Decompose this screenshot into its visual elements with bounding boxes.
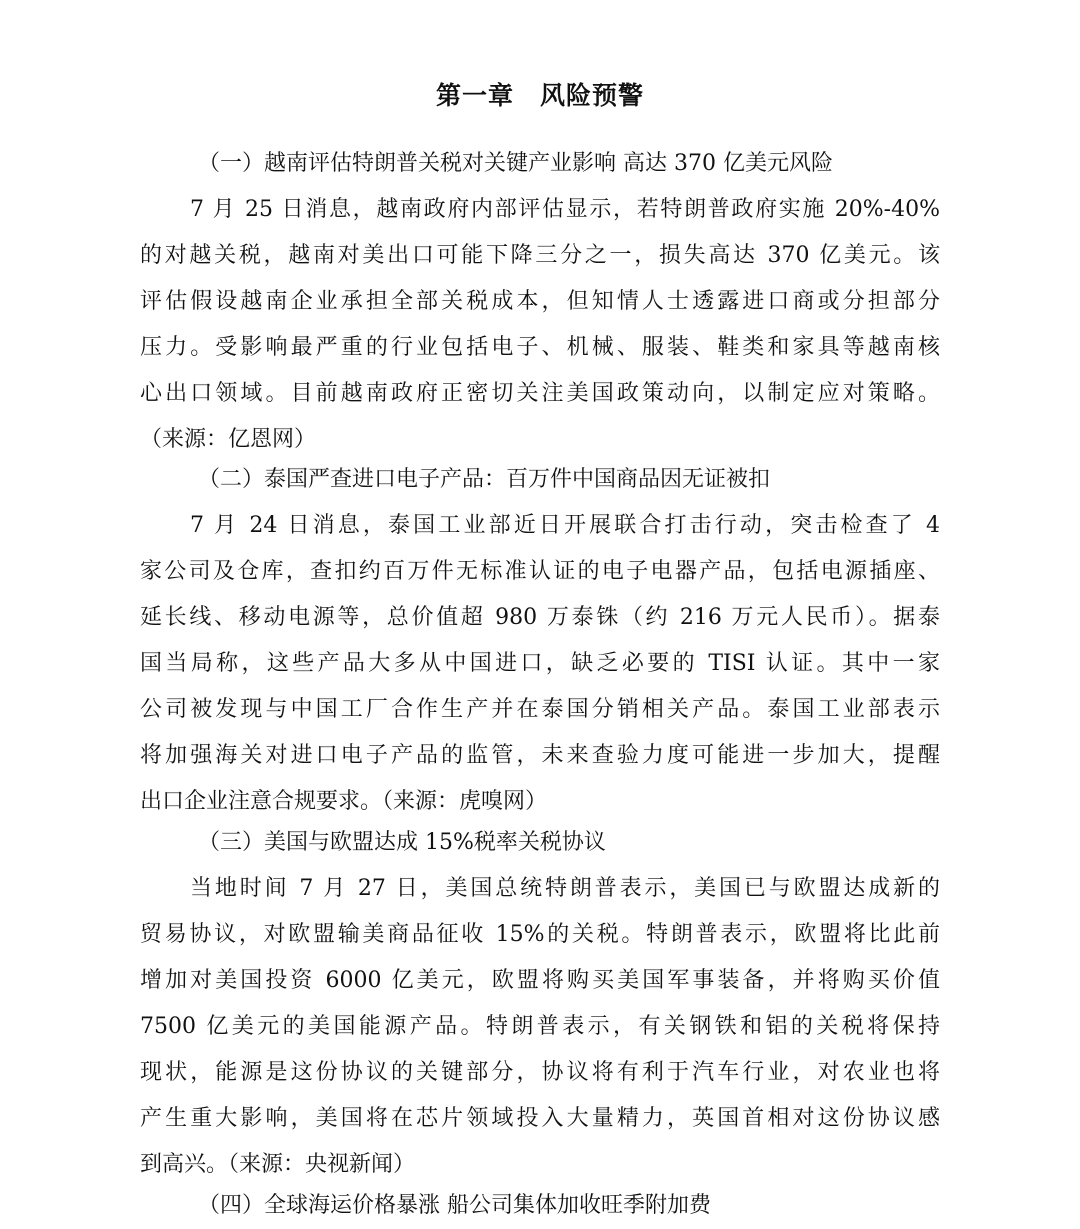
section-heading-2: （二）泰国严查进口电子产品：百万件中国商品因无证被扣 <box>198 467 771 492</box>
body-line: 的对越关税，越南对美出口可能下降三分之一，损失高达 370 亿美元。该 <box>140 243 940 268</box>
body-line: 增加对美国投资 6000 亿美元，欧盟将购买美国军事装备，并将购买价值 <box>140 968 940 993</box>
body-line: 7 月 25 日消息，越南政府内部评估显示，若特朗普政府实施 20%-40% <box>190 197 940 222</box>
body-line: 将加强海关对进口电子产品的监管，未来查验力度可能进一步加大，提醒 <box>140 743 940 768</box>
section-body-3 <box>140 866 940 1188</box>
body-line: 家公司及仓库，查扣约百万件无标准认证的电子电器产品，包括电源插座、 <box>140 559 940 584</box>
chapter-title: 第一章 风险预警 <box>435 81 644 110</box>
body-line: 国当局称，这些产品大多从中国进口，缺乏必要的 TISI 认证。其中一家 <box>140 651 940 676</box>
body-line: 7 月 24 日消息，泰国工业部近日开展联合打击行动，突击检查了 4 <box>190 513 940 538</box>
section-heading-3: （三）美国与欧盟达成 15%税率关税协议 <box>198 830 606 855</box>
body-line: 压力。受影响最严重的行业包括电子、机械、服装、鞋类和家具等越南核 <box>140 335 940 360</box>
section-body-2 <box>140 503 940 825</box>
body-line: 当地时间 7 月 27 日，美国总统特朗普表示，美国已与欧盟达成新的 <box>190 876 940 901</box>
body-line: 延长线、移动电源等，总价值超 980 万泰铢（约 216 万元人民币）。据泰 <box>140 605 940 630</box>
section-heading-4: （四）全球海运价格暴涨 船公司集体加收旺季附加费 <box>198 1193 711 1218</box>
source-note: （来源：亿恩网） <box>140 427 317 452</box>
body-line: 贸易协议，对欧盟输美商品征收 15%的关税。特朗普表示，欧盟将比此前 <box>140 922 940 947</box>
section-body-1 <box>140 187 940 463</box>
body-line: 7500 亿美元的美国能源产品。特朗普表示，有关钢铁和铝的关税将保持 <box>140 1014 940 1039</box>
body-line: 心出口领域。目前越南政府正密切关注美国政策动向，以制定应对策略。 <box>140 381 940 406</box>
section-heading-1: （一）越南评估特朗普关税对关键产业影响 高达 370 亿美元风险 <box>198 151 833 176</box>
body-line: 现状，能源是这份协议的关键部分，协议将有利于汽车行业，对农业也将 <box>140 1060 940 1085</box>
body-line: 出口企业注意合规要求。（来源：虎嗅网） <box>140 789 548 814</box>
body-line: 产生重大影响，美国将在芯片领域投入大量精力，英国首相对这份协议感 <box>140 1106 940 1131</box>
body-line: 评估假设越南企业承担全部关税成本，但知情人士透露进口商或分担部分 <box>140 289 940 314</box>
body-line: 到高兴。（来源：央视新闻） <box>140 1152 416 1177</box>
body-line: 公司被发现与中国工厂合作生产并在泰国分销相关产品。泰国工业部表示 <box>140 697 940 722</box>
